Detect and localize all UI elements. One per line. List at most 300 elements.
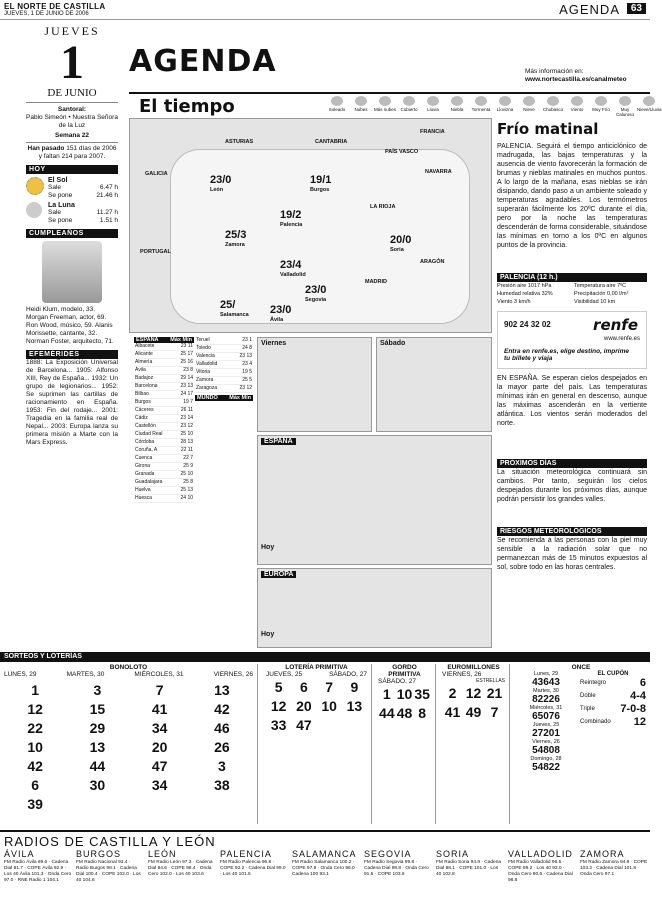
lottery-number: 12 <box>270 698 287 714</box>
lottery-number: 39 <box>27 796 43 812</box>
city-temps <box>180 351 193 358</box>
radio-province: VALLADOLID <box>508 849 573 859</box>
moon-label: La Luna <box>48 202 75 209</box>
legend-label: Lluvia <box>427 107 439 112</box>
city-temps <box>180 487 193 494</box>
city-name: Ciudad Real <box>135 431 163 437</box>
city-min: 10 <box>187 431 193 437</box>
table-row <box>134 375 194 383</box>
weather-icon <box>619 96 631 106</box>
radio-list: FM Radio León 97.3 · Cadena Dial 94.6 · COPE 98.4 · Onda Cero 102.0 · Los 40 103.6 <box>148 860 213 877</box>
city-name: Girona <box>135 463 151 469</box>
city-name: Albacete <box>135 343 155 349</box>
city-min: 8 <box>249 345 252 351</box>
renfe-ad[interactable] <box>497 311 647 369</box>
table-row <box>195 385 253 393</box>
city-max: 24 <box>180 391 187 397</box>
once-number: 82226 <box>532 694 560 705</box>
table-row <box>134 351 194 359</box>
once-extra-label: Combinado <box>580 719 611 725</box>
city-min: 13 <box>187 487 193 493</box>
city-name: Zaragoza <box>196 385 218 391</box>
city-max: 26 <box>180 407 187 413</box>
once-item <box>516 705 576 722</box>
table-row <box>134 407 194 415</box>
city-min: 1 <box>249 337 252 343</box>
map-city-name: Burgos <box>310 187 330 193</box>
europe-label: EUROPA <box>261 571 296 578</box>
lottery-number: 12 <box>27 701 43 717</box>
table-row <box>134 399 194 407</box>
map-city-temp: 25/ <box>220 299 236 311</box>
weather-icon <box>499 96 511 106</box>
city-temps <box>242 369 252 376</box>
map-region: NAVARRA <box>425 169 452 175</box>
map-city-name: León <box>210 187 224 193</box>
primitiva-day-2: SÁBADO, 27 <box>329 671 367 678</box>
lottery-number: 47 <box>296 717 312 733</box>
newspaper-name: EL NORTE DE CASTILLA <box>4 2 106 11</box>
map-city-name: Valladolid <box>280 272 306 278</box>
table-row <box>134 487 194 495</box>
map-region: ASTURIAS <box>225 139 254 145</box>
europe-map <box>257 568 492 648</box>
radio-province: ZAMORA <box>580 849 625 859</box>
lottery-number: 3 <box>93 682 102 698</box>
weather-icon <box>355 96 367 106</box>
map-city-temp: 20/0 <box>390 234 412 246</box>
once-item <box>516 739 576 756</box>
bonoloto-title: BONOLOTO <box>109 664 148 671</box>
lottery-number: 7 <box>490 704 499 720</box>
city-temps <box>180 375 193 382</box>
euro-stars-label: ESTRELLAS <box>476 678 505 684</box>
bonoloto-numbers <box>4 681 253 814</box>
city-min: 10 <box>187 471 193 477</box>
city-max: 25 <box>180 471 187 477</box>
world-head-min: Mín <box>241 395 251 401</box>
weather-icon <box>643 96 655 106</box>
city-name: Teruel <box>196 337 210 343</box>
city-min: 9 <box>190 463 193 469</box>
spain-city-table <box>134 337 194 503</box>
forecast-text: PALENCIA. Seguirá el tiempo anticiclónico de madrugada, las bajas temperaturas y la ausencia de viento favorecerán la formación de brumas y nieblas matinales en muchos puntos. A lo largo de la mañana, esas nieblas se irán disipando, dando paso a un ambiente soleado y temperaturas agradables. Los termómetros superarán fácilmente los 20ºC durante el día, pero por la noche las temperaturas descenderán de forma considerable, situándose las mínimas en torno a los 0ºC en algunos puntos de la provincia. <box>497 143 647 249</box>
once-extra-row <box>580 703 646 716</box>
radio-province: PALENCIA <box>220 849 272 859</box>
lottery-number: 35 <box>414 686 430 702</box>
world-table-head: MUNDO <box>197 395 218 401</box>
city-min: 16 <box>187 359 193 365</box>
gordo-numbers <box>378 685 431 723</box>
city-temps <box>242 377 252 384</box>
once-day: Martes, 30 <box>533 688 559 694</box>
spain-city-table-2 <box>195 337 253 401</box>
table-row <box>134 447 194 455</box>
city-name: Coruña, A <box>135 447 158 453</box>
legend-label: Más nubes <box>373 107 396 112</box>
friday-map <box>257 337 372 432</box>
once-day: Domingo, 28 <box>530 756 562 762</box>
table-row <box>195 377 253 385</box>
lottery-number: 46 <box>214 720 230 736</box>
weather-icon <box>331 96 343 106</box>
legend-item <box>469 96 493 117</box>
city-temps <box>242 337 252 344</box>
city-max: 23 <box>242 361 248 367</box>
once-day: Miércoles, 31 <box>529 705 563 711</box>
weather-icon <box>379 96 391 106</box>
legend-label: Muy Caluroso <box>615 107 634 117</box>
once-number: 43643 <box>532 677 560 688</box>
map-city-name: Palencia <box>280 222 303 228</box>
table-row <box>134 439 194 447</box>
city-temps <box>239 385 252 392</box>
today-bar: HOY <box>26 165 118 174</box>
map-city-name: Zamora <box>225 242 245 248</box>
city-min: 17 <box>187 351 193 357</box>
map-region: PAÍS VASCO <box>385 149 419 155</box>
city-name: Badajoz <box>135 375 154 381</box>
city-max: 23 <box>239 353 246 359</box>
calendar-dayname: JUEVES <box>44 24 100 38</box>
palencia-stat: Visibilidad 10 km <box>574 299 616 305</box>
table-row <box>195 361 253 369</box>
city-min: 12 <box>187 423 193 429</box>
city-name: Toledo <box>196 345 211 351</box>
lottery-number: 21 <box>486 685 503 701</box>
map-region: FRANCIA <box>420 129 445 135</box>
legend-label: Soleado <box>328 107 346 112</box>
legend-item <box>517 96 541 117</box>
sun-rise-label: Sale <box>48 184 62 191</box>
once-extra-value: 12 <box>633 716 646 728</box>
once-extra-row <box>580 716 646 729</box>
once-title: ONCE <box>571 664 591 671</box>
lottery-number: 2 <box>448 685 457 701</box>
city-max: 23 <box>183 367 189 373</box>
lottery-number: 13 <box>214 682 230 698</box>
radio-list: FM Radio Ávila 89.6 · Cadena Dial 91.7 · COPE Ávila 92.9 · Los 40 Ávila 101.3 · Onda Cero 97.0 · RNE Radio 1 104.1 <box>4 860 72 883</box>
page-header <box>0 0 650 20</box>
city-max: 25 <box>183 463 189 469</box>
ephemeris-text: 1888: La Exposición Universal de Barcelona... 1905: Alfonso XIII, Rey de España... 1932: Un grupo de legionarios... 1952: Se suprimen las cartillas de racionamiento en España. 1953: Fin del rodaje... 2001: Tragedia en la familia real de Nepal... 2003: Europa lanza su primera misión a Marte con la Mars Express. <box>26 359 118 446</box>
city-temps <box>183 455 193 462</box>
bonoloto-block <box>0 664 258 824</box>
city-max: 25 <box>180 431 187 437</box>
saints: Pablo Simeón • Nuestra Señora de la Luz <box>26 114 118 129</box>
city-min: 5 <box>249 377 252 383</box>
city-min: 13 <box>187 439 193 445</box>
city-temps <box>180 359 193 366</box>
forecast-heading: Frío matinal <box>497 120 599 138</box>
moon-set-label: Se pone <box>48 217 73 224</box>
lottery-number: 48 <box>396 705 413 721</box>
city-max: 23 <box>180 423 187 429</box>
table-row <box>134 431 194 439</box>
map-region: LA RIOJA <box>370 204 396 210</box>
city-min: 11 <box>187 447 193 453</box>
city-min: 4 <box>249 361 252 367</box>
city-temps <box>181 447 193 454</box>
city-temps <box>180 495 193 502</box>
table-row <box>134 359 194 367</box>
radio-province: SALAMANCA <box>292 849 357 859</box>
lottery-number: 41 <box>444 704 461 720</box>
bonoloto-days <box>4 671 253 678</box>
legend-item <box>421 96 445 117</box>
weather-icon <box>571 96 583 106</box>
next-days-bar: PRÓXIMOS DÍAS <box>497 459 647 468</box>
once-extra-label: Triple <box>580 706 595 712</box>
once-item <box>516 688 576 705</box>
lottery-number: 6 <box>31 777 40 793</box>
once-block <box>512 664 650 824</box>
city-max: 23 <box>239 385 246 391</box>
city-name: Cáceres <box>135 407 154 413</box>
risks-bar: RIESGOS METEOROLÓGICOS <box>497 527 647 536</box>
legend-item <box>349 96 373 117</box>
city-temps <box>242 345 252 352</box>
once-cupon-label: EL CUPÓN <box>597 671 629 677</box>
palencia-stat: Temperatura aire 7ºC <box>574 283 627 289</box>
lottery-number: 13 <box>89 739 106 755</box>
lottery-number: 47 <box>151 758 168 774</box>
map-region: ARAGÓN <box>420 259 445 265</box>
table-row <box>134 391 194 399</box>
lottery-number: 44 <box>89 758 106 774</box>
once-item <box>516 671 576 688</box>
sun-set-label: Se pone <box>48 192 73 199</box>
radio-list: FM Radio Soria 94.8 · Cadena Dial 98.1 · COPE 101.0 · Los 40 102.8 <box>436 860 502 877</box>
legend-item <box>397 96 421 117</box>
ephemeris-bar: EFEMÉRIDES <box>26 350 118 359</box>
once-extra-label: Doble <box>580 693 596 699</box>
lottery-number: 44 <box>379 705 395 721</box>
table-row <box>134 471 194 479</box>
weather-title-bar <box>129 92 662 117</box>
euro-numbers <box>442 684 505 722</box>
lottery-number: 15 <box>89 701 106 717</box>
lottery-number: 12 <box>465 685 482 701</box>
table-row <box>134 415 194 423</box>
lottery-number: 1 <box>31 682 40 698</box>
elapsed-label: Han pasado <box>27 145 65 152</box>
city-temps <box>180 439 193 446</box>
elapsed-text: 151 días de 2006 y faltan 214 para 2007. <box>38 145 117 160</box>
table-row <box>134 495 194 503</box>
birthday-photo <box>42 241 102 303</box>
page-title: AGENDA <box>129 44 277 79</box>
radio-list: FM Radio Salamanca 100.2 · COPE 97.8 · Onda Cero 96.0 · Cadena 100 93.1 <box>292 860 358 877</box>
table-row <box>195 353 253 361</box>
city-temps <box>180 391 193 398</box>
map-city-temp: 25/3 <box>225 229 247 241</box>
euro-title: EUROMILLONES <box>447 664 500 671</box>
legend-label: Viento <box>570 107 584 112</box>
city-temps <box>183 399 193 406</box>
city-min: 11 <box>187 343 193 349</box>
primitiva-block <box>262 664 372 824</box>
city-min: 12 <box>246 385 252 391</box>
birthdays-bar: CUMPLEAÑOS <box>26 229 118 238</box>
lottery-number: 8 <box>418 705 427 721</box>
lottery-number: 3 <box>217 758 226 774</box>
saturday-label: Sábado <box>380 340 406 347</box>
legend-item <box>589 96 613 117</box>
city-max: 22 <box>183 455 189 461</box>
world-head-max: Máx <box>229 395 240 401</box>
city-name: Bilbao <box>135 391 149 397</box>
lottery-number: 42 <box>214 701 230 717</box>
more-info-url[interactable]: www.nortecastilla.es/canalmeteo <box>525 76 627 83</box>
radio-list: FM Radio Zamora 94.9 · COPE 103.2 · Cadena Dial 101.8 · Onda Cero 97.1 <box>580 860 648 877</box>
legend-item <box>445 96 469 117</box>
table-row <box>134 343 194 351</box>
renfe-logo: renfe <box>593 316 638 334</box>
next-days-text: La situación meteorológica continuará sin cambios. Por tanto, seguirán los cielos despejados durante los próximos días, aunque podrán persistir los grandes valles. <box>497 469 647 503</box>
once-number: 54808 <box>532 745 560 756</box>
city-temps <box>183 463 193 470</box>
weather-icon <box>403 96 415 106</box>
city-max: 24 <box>242 345 248 351</box>
once-extra-row <box>580 677 646 690</box>
palencia-bar: PALENCIA (12 h.) <box>497 273 647 282</box>
euro-day: VIERNES, 26 <box>442 671 482 678</box>
palencia-stat: Humedad relativa 32% <box>497 291 553 297</box>
bonoloto-day: LUNES, 29 <box>4 671 37 678</box>
spain-today-label: Hoy <box>261 544 275 551</box>
city-name: Cádiz <box>135 415 148 421</box>
more-info <box>525 68 650 84</box>
once-cupon-list <box>516 671 576 773</box>
legend-label: Nubes <box>354 107 368 112</box>
lottery-number: 7 <box>155 682 164 698</box>
page-number: 63 <box>627 3 646 14</box>
map-city-temp: 19/1 <box>310 174 332 186</box>
gordo-title: GORDO PRIMITIVA <box>388 664 421 678</box>
map-city-name: Salamanca <box>220 312 249 318</box>
radio-list: FM Radio Segovia 99.8 · Cadena Dial 98.8 · Onda Cero 91.5 · COPE 103.6 <box>364 860 429 877</box>
city-temps <box>180 423 193 430</box>
renfe-web: www.renfe.es <box>603 336 640 342</box>
city-name: Valladolid <box>196 361 218 367</box>
city-temps <box>180 471 193 478</box>
legend-item <box>541 96 565 117</box>
city-temps <box>181 407 193 414</box>
radio-province: BURGOS <box>76 849 122 859</box>
lottery-number: 22 <box>27 720 43 736</box>
city-min: 13 <box>187 383 193 389</box>
table-row <box>134 367 194 375</box>
lottery-number: 33 <box>270 717 287 733</box>
lottery-number: 10 <box>321 698 337 714</box>
table-row <box>134 455 194 463</box>
table-row <box>134 463 194 471</box>
map-city-temp: 23/0 <box>305 284 327 296</box>
lottery-number: 20 <box>151 739 168 755</box>
radio-list: FM Radio Nacional 93.4 · Radio Burgos 98.1 · Cadena Dial 100.4 · COPE 102.0 · Los 40 104.6 <box>76 860 141 883</box>
lottery-number: 20 <box>296 698 312 714</box>
once-day: Jueves, 25 <box>532 722 560 728</box>
city-min: 13 <box>246 353 252 359</box>
euromillones-block <box>438 664 510 824</box>
bonoloto-day: VIERNES, 26 <box>213 671 253 678</box>
city-name: Burgos <box>135 399 151 405</box>
city-name: Huesca <box>135 495 152 501</box>
lottery-number: 10 <box>396 686 413 702</box>
city-temps <box>180 383 193 390</box>
lottery-number: 34 <box>151 720 168 736</box>
issue-date: JUEVES, 1 DE JUNIO DE 2006 <box>4 11 89 17</box>
map-city-temp: 23/0 <box>270 304 292 316</box>
bonoloto-day: MIÉRCOLES, 31 <box>134 671 184 678</box>
city-temps <box>180 415 193 422</box>
city-temps <box>183 479 193 486</box>
once-extra-value: 7-0-8 <box>620 703 646 715</box>
saturday-map <box>376 337 492 432</box>
city-min: 5 <box>249 369 252 375</box>
moon-icon <box>26 202 42 218</box>
city-max: 22 <box>180 447 187 453</box>
section-name: AGENDA <box>559 2 620 17</box>
forecast-column <box>497 120 647 572</box>
table-row <box>134 383 194 391</box>
table-head-label: ESPAÑA <box>136 337 159 343</box>
city-max: 23 <box>180 415 187 421</box>
renfe-phone: 902 24 32 02 <box>504 320 551 329</box>
weather-legend <box>325 96 661 117</box>
radio-province: LEÓN <box>148 849 177 859</box>
europe-today-label: Hoy <box>261 631 275 638</box>
calendar-month: DE JUNIO <box>26 87 118 103</box>
city-name: Almería <box>135 359 153 365</box>
city-max: 24 <box>180 495 187 501</box>
city-name: Castellón <box>135 423 156 429</box>
lottery-number: 1 <box>382 686 391 702</box>
palencia-stat: Viento 3 km/h <box>497 299 531 305</box>
lottery-number: 10 <box>27 739 43 755</box>
city-name: Huelva <box>135 487 151 493</box>
city-max: 28 <box>180 439 187 445</box>
map-region: MADRID <box>365 279 387 285</box>
table-row <box>195 345 253 353</box>
city-min: 11 <box>187 407 193 413</box>
city-min: 8 <box>190 479 193 485</box>
city-max: 29 <box>180 375 187 381</box>
table-head-min: Mín <box>182 337 192 343</box>
radio-section <box>0 830 650 901</box>
legend-item <box>373 96 397 117</box>
legend-item <box>637 96 661 117</box>
once-day: Lunes, 29 <box>533 671 559 677</box>
city-max: 25 <box>180 351 187 357</box>
more-info-label: Más información en: <box>525 68 584 75</box>
once-extra <box>580 677 646 729</box>
city-max: 19 <box>242 369 248 375</box>
once-day: Viernes, 26 <box>532 739 560 745</box>
lottery-number: 7 <box>325 679 334 695</box>
legend-item <box>493 96 517 117</box>
lottery-number: 38 <box>214 777 230 793</box>
map-city-temp: 23/0 <box>210 174 232 186</box>
spain-label: ESPAÑA <box>261 438 296 445</box>
once-extra-value: 4-4 <box>630 690 646 702</box>
city-name: Valencia <box>196 353 215 359</box>
weather-map <box>129 118 492 333</box>
legend-label: Llovizna <box>496 107 514 112</box>
lottery-number: 26 <box>214 739 230 755</box>
city-name: Ávila <box>135 367 146 373</box>
